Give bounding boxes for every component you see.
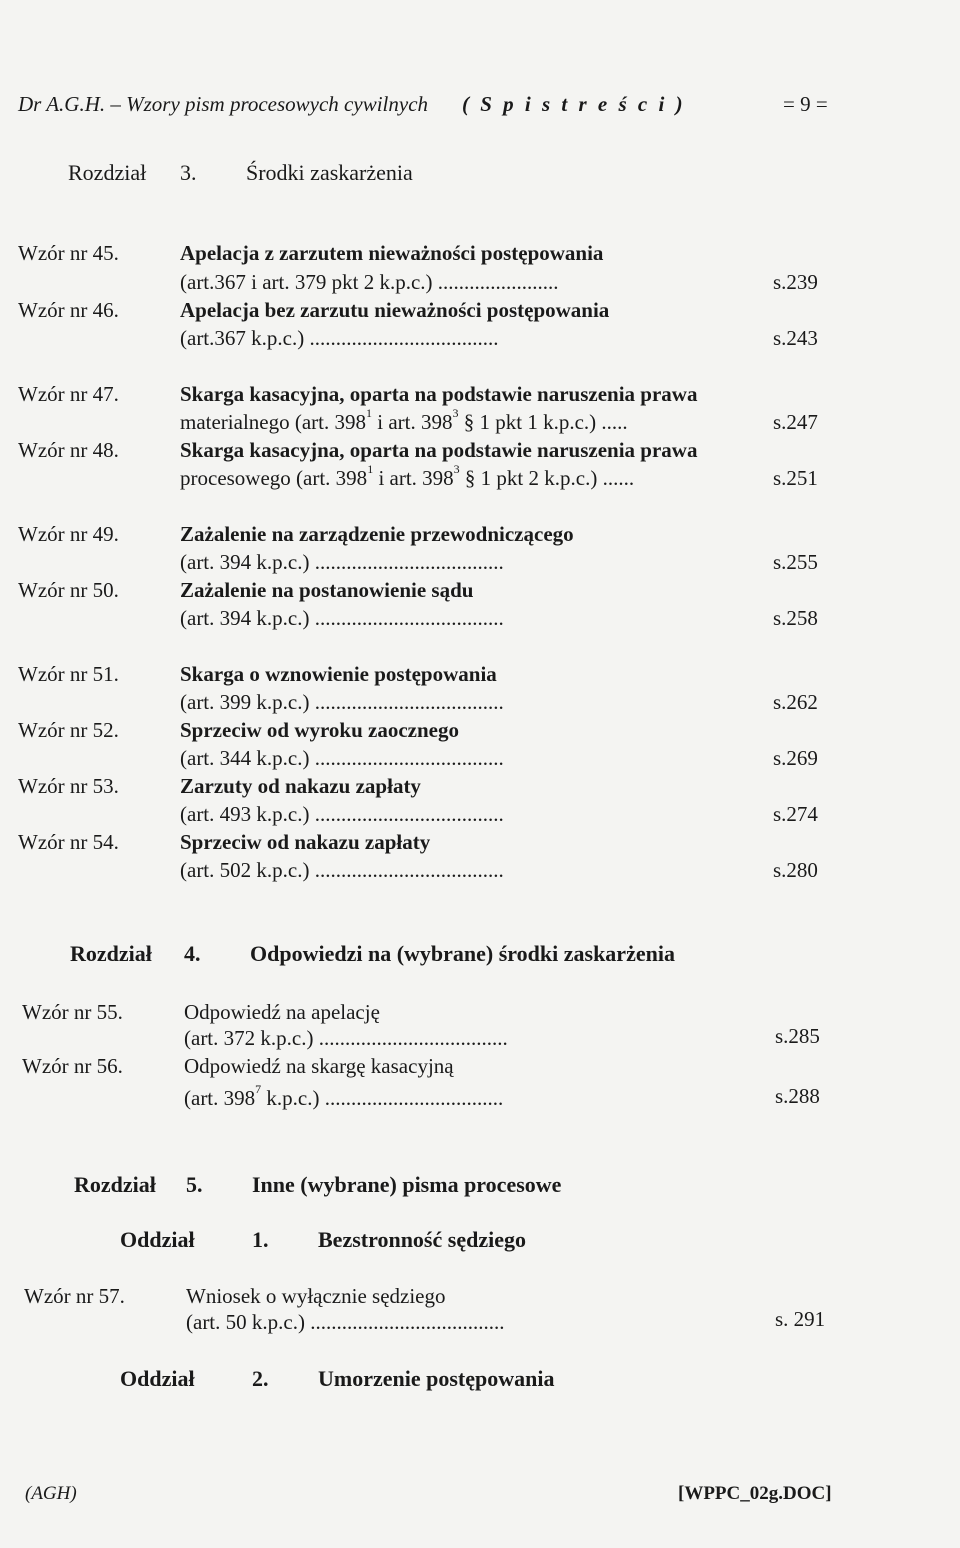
entry-title: Skarga kasacyjna, oparta na podstawie naruszenia prawa: [180, 382, 698, 406]
section-number: 1.: [252, 1227, 269, 1252]
chapter-number: 4.: [184, 941, 201, 966]
section-label: Oddział: [120, 1227, 195, 1252]
entry-reference: (art. $398^7$ k.p.c.) ..................................: [184, 1082, 504, 1110]
entry-reference: (art. 50 k.p.c.) .....................................: [186, 1310, 505, 1334]
entry-title: Skarga o wznowienie postępowania: [180, 662, 497, 686]
entry-title: Odpowiedź na apelację: [184, 1000, 380, 1024]
entry-page: s.255: [773, 550, 818, 574]
entry-title: Wniosek o wyłącznie sędziego: [186, 1284, 446, 1308]
chapter-number: 3.: [180, 160, 197, 185]
footer-filename: [WPPC_02g.DOC]: [678, 1483, 832, 1504]
entry-number: Wzór nr 53.: [18, 774, 119, 798]
section-title: Umorzenie postępowania: [318, 1366, 555, 1391]
entry-page: s.258: [773, 606, 818, 630]
entry-page: s.288: [775, 1084, 820, 1108]
entry-reference: (art.367 i art. 379 pkt 2 k.p.c.) .......................: [180, 270, 559, 294]
entry-page: s.239: [773, 270, 818, 294]
entry-number: Wzór nr 54.: [18, 830, 119, 854]
entry-page: s.247: [773, 410, 818, 434]
entry-page: s.274: [773, 802, 818, 826]
section-number: 2.: [252, 1366, 269, 1391]
entry-number: Wzór nr 56.: [22, 1054, 123, 1078]
page-number: = 9 =: [783, 92, 828, 116]
running-header-title: Dr A.G.H. – Wzory pism procesowych cywilnych: [18, 92, 429, 116]
entry-page: s.262: [773, 690, 818, 714]
entry-title: Zażalenie na postanowienie sądu: [180, 578, 474, 602]
entry-title: Zażalenie na zarządzenie przewodniczącego: [180, 522, 574, 546]
entry-title: Apelacja z zarzutem nieważności postępowania: [180, 241, 604, 265]
entry-title: Odpowiedź na skargę kasacyjną: [184, 1054, 454, 1078]
entry-number: Wzór nr 47.: [18, 382, 119, 406]
chapter-title: Inne (wybrane) pisma procesowe: [252, 1172, 562, 1197]
running-header-contents: ( S p i s t r e ś c i ): [462, 92, 686, 116]
entry-number: Wzór nr 50.: [18, 578, 119, 602]
entry-page: s.269: [773, 746, 818, 770]
entry-title: Sprzeciw od nakazu zapłaty: [180, 830, 431, 854]
entry-reference: procesowego (art. $398^1$ i art. $398^3$ § 1 pkt 2 k.p.c.) ......: [180, 462, 635, 490]
footer-author: (AGH): [25, 1483, 77, 1504]
entry-title: Skarga kasacyjna, oparta na podstawie naruszenia prawa: [180, 438, 698, 462]
chapter-title: Odpowiedzi na (wybrane) środki zaskarżenia: [250, 941, 675, 966]
entry-number: Wzór nr 52.: [18, 718, 119, 742]
entry-number: Wzór nr 45.: [18, 241, 119, 265]
entry-reference: (art. 344 k.p.c.) ....................................: [180, 746, 504, 770]
entry-title: Apelacja bez zarzutu nieważności postępowania: [180, 298, 610, 322]
entry-title: Sprzeciw od wyroku zaocznego: [180, 718, 459, 742]
entry-page: s.280: [773, 858, 818, 882]
entry-page: s.251: [773, 466, 818, 490]
entry-page: s.243: [773, 326, 818, 350]
chapter-number: 5.: [186, 1172, 203, 1197]
section-label: Oddział: [120, 1366, 195, 1391]
entry-page: s. 291: [775, 1307, 826, 1331]
chapter-label: Rozdział: [74, 1172, 156, 1197]
entry-title: Zarzuty od nakazu zapłaty: [180, 774, 421, 798]
chapter-title: Środki zaskarżenia: [246, 160, 413, 185]
entry-number: Wzór nr 49.: [18, 522, 119, 546]
entry-reference: (art. 394 k.p.c.) ....................................: [180, 606, 504, 630]
entry-number: Wzór nr 55.: [22, 1000, 123, 1024]
chapter-label: Rozdział: [68, 160, 147, 185]
entry-reference: (art. 399 k.p.c.) ....................................: [180, 690, 504, 714]
entry-reference: (art.367 k.p.c.) ....................................: [180, 326, 499, 350]
chapter-label: Rozdział: [70, 941, 152, 966]
entry-reference: (art. 394 k.p.c.) ....................................: [180, 550, 504, 574]
entry-number: Wzór nr 51.: [18, 662, 119, 686]
entry-reference: (art. 372 k.p.c.) ....................................: [184, 1026, 508, 1050]
entry-number: Wzór nr 48.: [18, 438, 119, 462]
entry-reference: (art. 493 k.p.c.) ....................................: [180, 802, 504, 826]
entry-number: Wzór nr 57.: [24, 1284, 125, 1308]
entry-reference: materialnego (art. $398^1$ i art. $398^3$ § 1 pkt 1 k.p.c.) .....: [180, 406, 628, 434]
section-title: Bezstronność sędziego: [318, 1227, 526, 1252]
entry-reference: (art. 502 k.p.c.) ....................................: [180, 858, 504, 882]
entry-page: s.285: [775, 1024, 820, 1048]
entry-number: Wzór nr 46.: [18, 298, 119, 322]
